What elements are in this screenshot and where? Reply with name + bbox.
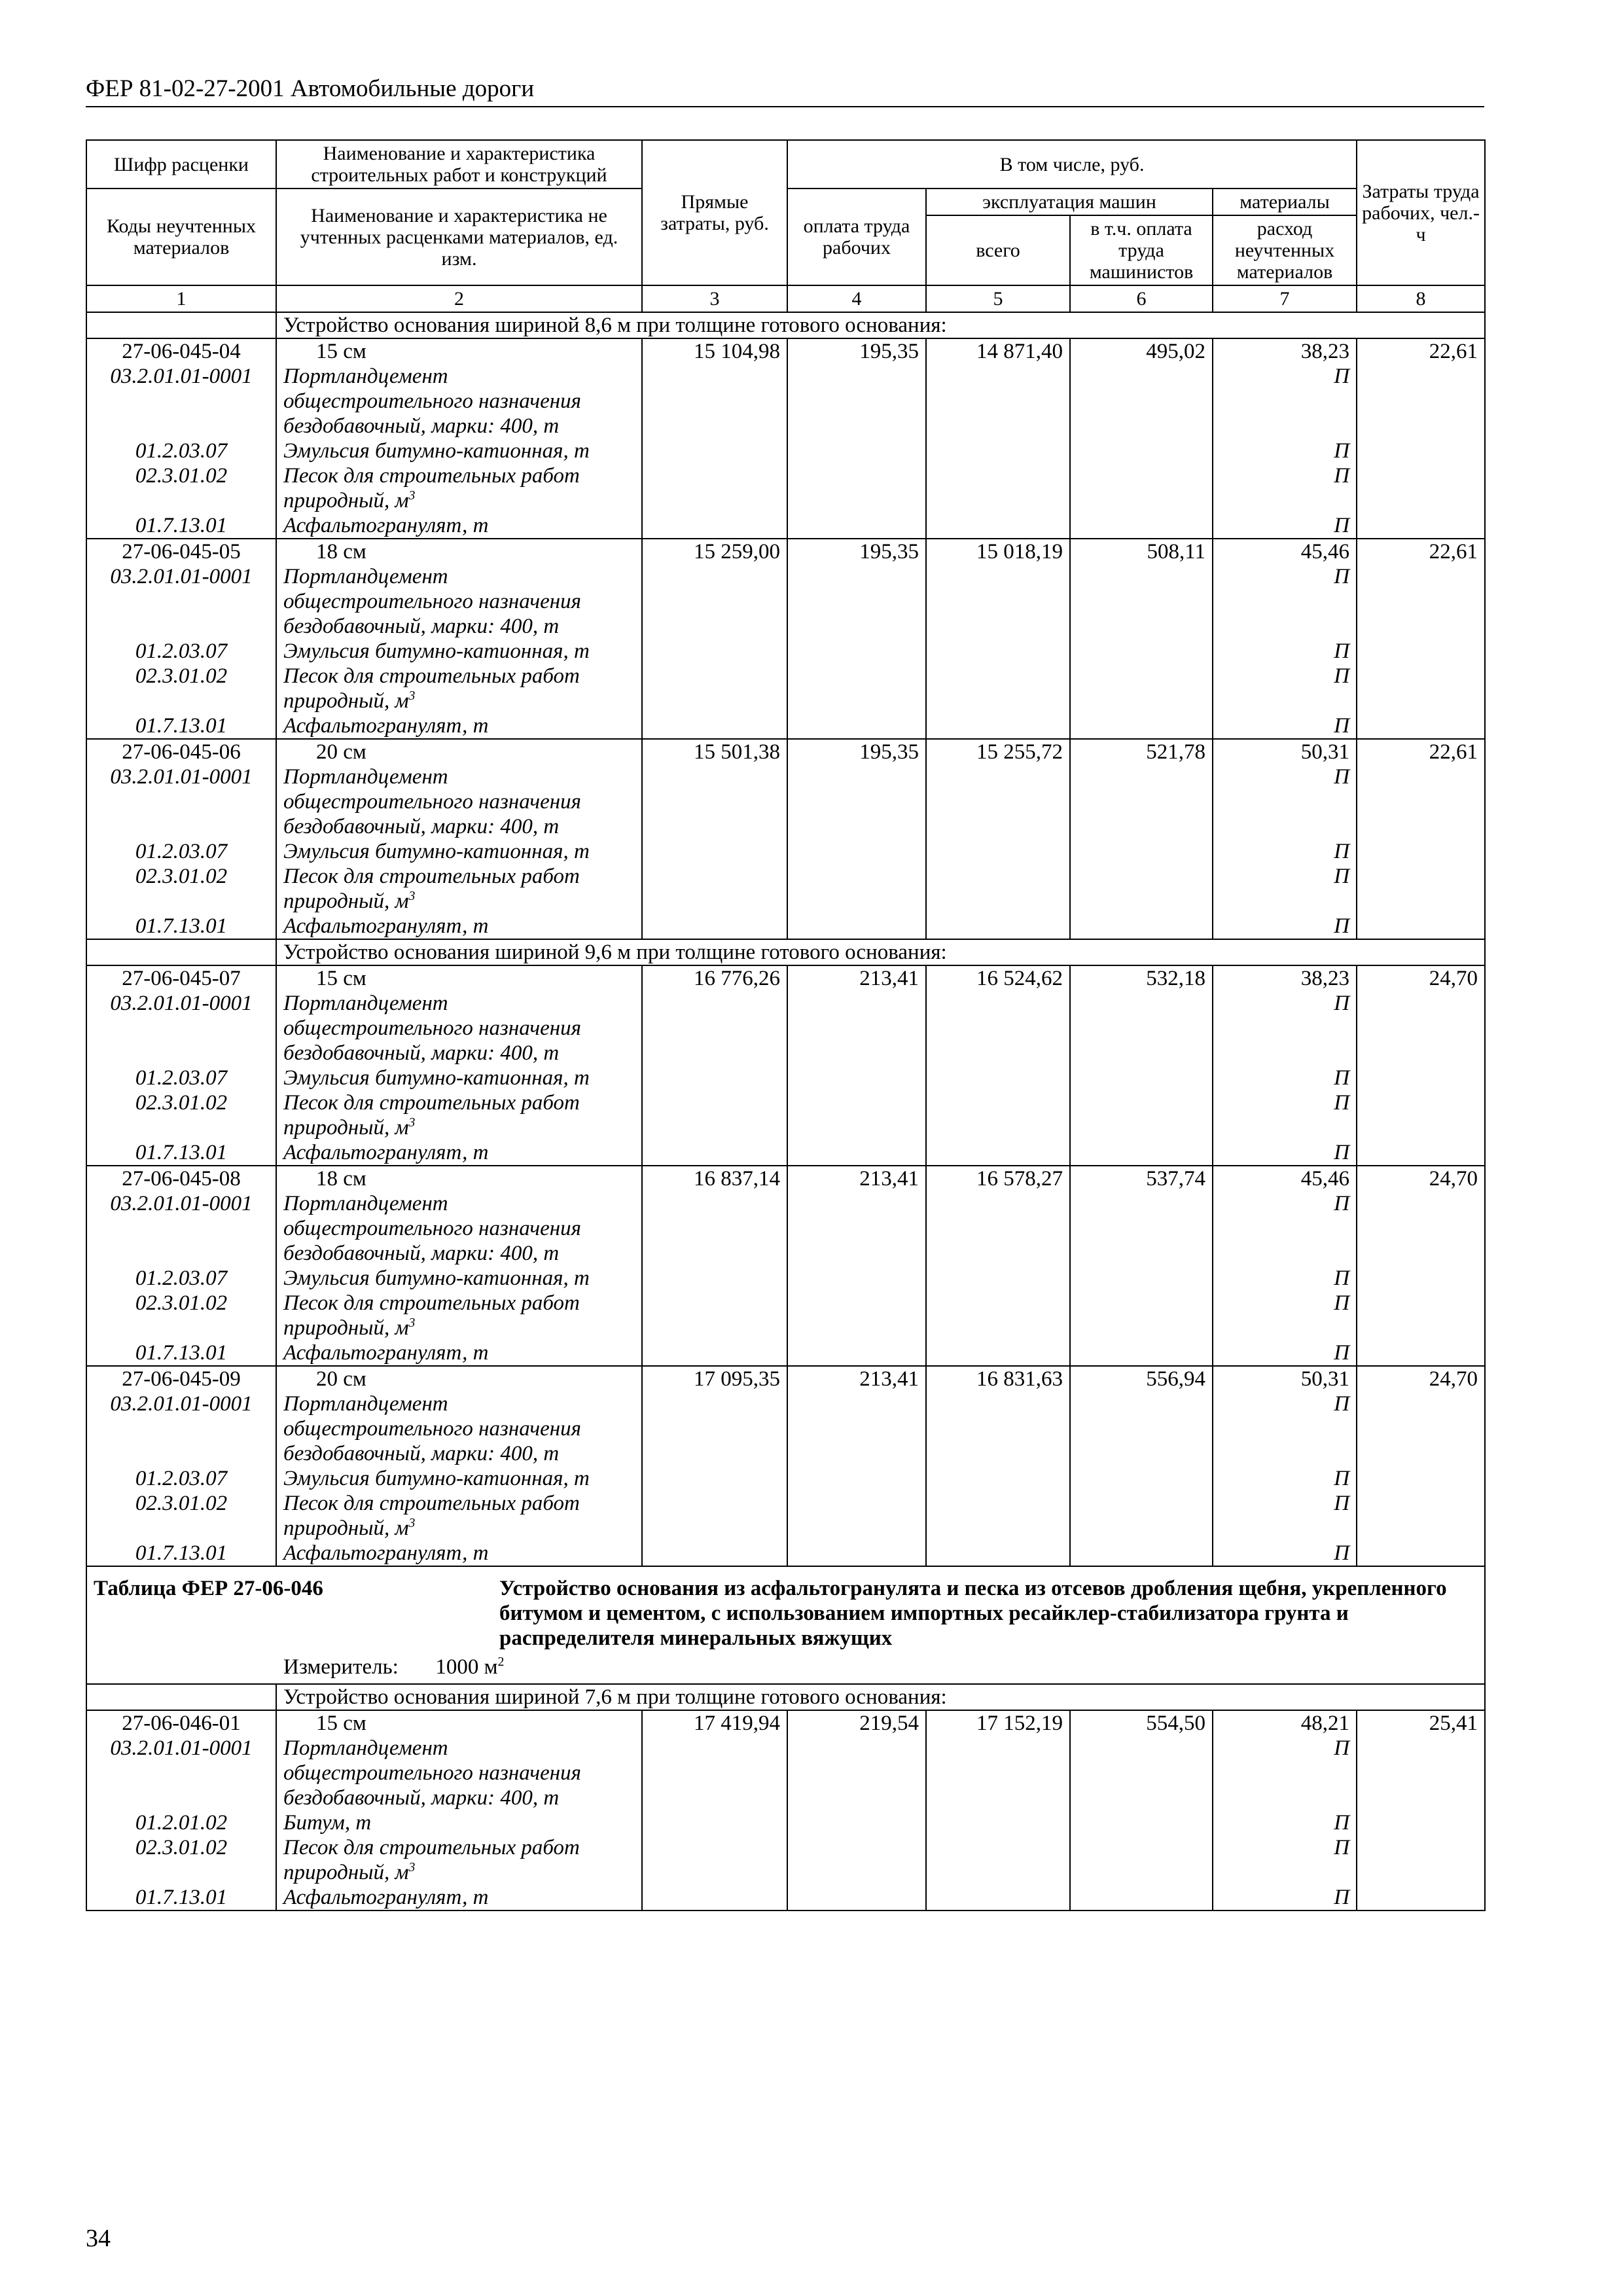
material-name: Эмульсия битумно-катионная, т	[276, 439, 642, 463]
material-name: Портландцемент общестроительного назначения бездобавочный, марки: 400, т	[276, 564, 642, 639]
material-unaccounted-mark: П	[1213, 1885, 1357, 1910]
material-row	[86, 1491, 1485, 1541]
material-row	[86, 463, 1485, 513]
col-head-code: Шифр расценки	[86, 140, 276, 188]
position-name: 18 см	[276, 539, 642, 564]
material-code: 01.7.13.01	[86, 1541, 276, 1566]
material-unaccounted-mark: П	[1213, 364, 1357, 439]
measure-label: Измеритель:	[283, 1655, 399, 1679]
material-row	[86, 713, 1485, 739]
position-row	[86, 338, 1485, 364]
material-code: 03.2.01.01-0001	[86, 764, 276, 839]
col-num: 2	[276, 285, 642, 312]
material-code: 02.3.01.02	[86, 463, 276, 513]
material-row	[86, 664, 1485, 713]
material-unaccounted-mark: П	[1213, 764, 1357, 839]
machine-labor-cost: 495,02	[1070, 338, 1213, 364]
direct-cost: 17 419,94	[642, 1710, 787, 1736]
machine-cost: 16 578,27	[926, 1166, 1070, 1191]
page-number: 34	[86, 2225, 111, 2252]
material-row	[86, 1541, 1485, 1566]
machine-cost: 15 018,19	[926, 539, 1070, 564]
machine-cost: 14 871,40	[926, 338, 1070, 364]
direct-cost: 16 776,26	[642, 965, 787, 991]
material-code: 01.2.03.07	[86, 1266, 276, 1291]
position-row	[86, 1166, 1485, 1191]
material-name: Эмульсия битумно-катионная, т	[276, 1066, 642, 1090]
col-head-incl: В том числе, руб.	[787, 140, 1357, 188]
materials-cost: 50,31	[1213, 739, 1357, 764]
material-row	[86, 1066, 1485, 1090]
material-row	[86, 1466, 1485, 1491]
material-unaccounted-mark: П	[1213, 1491, 1357, 1541]
col-num: 6	[1070, 285, 1213, 312]
position-code: 27-06-045-08	[86, 1166, 276, 1191]
material-row	[86, 513, 1485, 539]
material-code: 01.2.01.02	[86, 1810, 276, 1835]
direct-cost: 17 095,35	[642, 1366, 787, 1391]
material-unaccounted-mark: П	[1213, 1090, 1357, 1140]
col-head-mach-total: всего	[926, 215, 1070, 285]
material-unaccounted-mark: П	[1213, 864, 1357, 914]
material-code: 03.2.01.01-0001	[86, 1736, 276, 1810]
material-unaccounted-mark: П	[1213, 564, 1357, 639]
position-name: 20 см	[276, 1366, 642, 1391]
col-head-mat-usage: расход неучтенных материалов	[1213, 215, 1357, 285]
direct-cost: 16 837,14	[642, 1166, 787, 1191]
material-name: Асфальтогранулят, т	[276, 1541, 642, 1566]
material-row	[86, 1391, 1485, 1466]
material-name: Асфальтогранулят, т	[276, 1885, 642, 1910]
table-body	[86, 312, 1485, 1911]
position-code: 27-06-046-01	[86, 1710, 276, 1736]
col-head-matnames: Наименование и характеристика не учтенных расценками материалов, ед. изм.	[276, 188, 642, 285]
table-bottom-border	[86, 1910, 1485, 1911]
material-row	[86, 991, 1485, 1066]
material-name: Песок для строительных работ природный, $м^3$	[276, 1291, 642, 1340]
machine-labor-cost: 556,94	[1070, 1366, 1213, 1391]
col-head-labor: оплата труда рабочих	[787, 188, 926, 285]
position-row	[86, 1366, 1485, 1391]
material-unaccounted-mark: П	[1213, 1140, 1357, 1166]
material-row	[86, 364, 1485, 439]
machine-cost: 16 524,62	[926, 965, 1070, 991]
material-name: Портландцемент общестроительного назначения бездобавочный, марки: 400, т	[276, 364, 642, 439]
material-name: Асфальтогранулят, т	[276, 713, 642, 739]
materials-cost: 45,46	[1213, 1166, 1357, 1191]
material-code: 03.2.01.01-0001	[86, 364, 276, 439]
material-name: Битум, т	[276, 1810, 642, 1835]
material-name: Эмульсия битумно-катионная, т	[276, 1266, 642, 1291]
labor-cost: 219,54	[787, 1710, 926, 1736]
col-num: 8	[1357, 285, 1485, 312]
labor-hours: 22,61	[1357, 338, 1485, 364]
material-name: Портландцемент общестроительного назначения бездобавочный, марки: 400, т	[276, 764, 642, 839]
material-code: 01.7.13.01	[86, 513, 276, 539]
material-row	[86, 1266, 1485, 1291]
machine-labor-cost: 537,74	[1070, 1166, 1213, 1191]
position-name: 15 см	[276, 1710, 642, 1736]
material-unaccounted-mark: П	[1213, 1391, 1357, 1466]
machine-labor-cost: 554,50	[1070, 1710, 1213, 1736]
material-row	[86, 564, 1485, 639]
material-name: Песок для строительных работ природный, $м^3$	[276, 864, 642, 914]
col-head-direct: Прямые затраты, руб.	[642, 140, 787, 285]
labor-cost: 213,41	[787, 1366, 926, 1391]
machine-labor-cost: 508,11	[1070, 539, 1213, 564]
col-num: 4	[787, 285, 926, 312]
position-row	[86, 539, 1485, 564]
material-unaccounted-mark: П	[1213, 839, 1357, 864]
material-unaccounted-mark: П	[1213, 1191, 1357, 1266]
position-code: 27-06-045-07	[86, 965, 276, 991]
position-code: 27-06-045-04	[86, 338, 276, 364]
material-row	[86, 1885, 1485, 1910]
material-unaccounted-mark: П	[1213, 664, 1357, 713]
col-head-machines: эксплуатация машин	[926, 188, 1213, 215]
material-code: 01.7.13.01	[86, 914, 276, 939]
material-row	[86, 1736, 1485, 1810]
material-unaccounted-mark: П	[1213, 1835, 1357, 1885]
labor-cost: 195,35	[787, 338, 926, 364]
material-code: 01.2.03.07	[86, 639, 276, 664]
material-code: 02.3.01.02	[86, 1491, 276, 1541]
measure-value: 1000 м	[435, 1655, 498, 1679]
material-name: Портландцемент общестроительного назначения бездобавочный, марки: 400, т	[276, 1736, 642, 1810]
material-name: Портландцемент общестроительного назначения бездобавочный, марки: 400, т	[276, 991, 642, 1066]
material-code: 01.2.03.07	[86, 1066, 276, 1090]
fer-table	[86, 139, 1486, 1911]
section-title: Устройство основания шириной 9,6 м при толщине готового основания:	[276, 939, 1485, 965]
material-name: Асфальтогранулят, т	[276, 914, 642, 939]
table-header	[86, 140, 1485, 312]
material-code: 02.3.01.02	[86, 1090, 276, 1140]
material-code: 02.3.01.02	[86, 1835, 276, 1885]
direct-cost: 15 104,98	[642, 338, 787, 364]
col-num: 1	[86, 285, 276, 312]
material-name: Песок для строительных работ природный, $м^3$	[276, 664, 642, 713]
material-row	[86, 914, 1485, 939]
material-name: Песок для строительных работ природный, $м^3$	[276, 1090, 642, 1140]
col-num: 5	[926, 285, 1070, 312]
page-header: ФЕР 81-02-27-2001 Автомобильные дороги	[86, 73, 1484, 107]
material-code: 02.3.01.02	[86, 664, 276, 713]
material-code: 01.7.13.01	[86, 1140, 276, 1166]
material-name: Асфальтогранулят, т	[276, 1140, 642, 1166]
col-num: 7	[1213, 285, 1357, 312]
material-unaccounted-mark: П	[1213, 1736, 1357, 1810]
material-row	[86, 1090, 1485, 1140]
material-code: 01.7.13.01	[86, 1340, 276, 1366]
material-row	[86, 1835, 1485, 1885]
labor-hours: 25,41	[1357, 1710, 1485, 1736]
labor-cost: 213,41	[787, 965, 926, 991]
material-name: Эмульсия битумно-катионная, т	[276, 639, 642, 664]
material-name: Эмульсия битумно-катионная, т	[276, 1466, 642, 1491]
col-num: 3	[642, 285, 787, 312]
materials-cost: 50,31	[1213, 1366, 1357, 1391]
position-row	[86, 739, 1485, 764]
machine-labor-cost: 521,78	[1070, 739, 1213, 764]
material-code: 01.2.03.07	[86, 1466, 276, 1491]
labor-cost: 195,35	[787, 539, 926, 564]
section-row	[86, 939, 1485, 965]
machine-labor-cost: 532,18	[1070, 965, 1213, 991]
material-unaccounted-mark: П	[1213, 1291, 1357, 1340]
material-code: 02.3.01.02	[86, 864, 276, 914]
material-unaccounted-mark: П	[1213, 1466, 1357, 1491]
labor-hours: 24,70	[1357, 1166, 1485, 1191]
position-code: 27-06-045-06	[86, 739, 276, 764]
table-description: Устройство основания из асфальтогранулята и песка из отсевов дробления щебня, укрепленного битумом и цементом, с использованием импортных ресайклер-стабилизатора грунта и распределителя минеральных вяжущих	[499, 1577, 1447, 1650]
section-row	[86, 312, 1485, 338]
position-name: 15 см	[276, 965, 642, 991]
labor-hours: 22,61	[1357, 739, 1485, 764]
labor-hours: 24,70	[1357, 965, 1485, 991]
material-unaccounted-mark: П	[1213, 991, 1357, 1066]
material-code: 01.7.13.01	[86, 713, 276, 739]
col-head-materials: материалы	[1213, 188, 1357, 215]
material-row	[86, 864, 1485, 914]
measure: Измеритель: 1000 $м^2$	[283, 1655, 505, 1679]
material-row	[86, 1810, 1485, 1835]
material-unaccounted-mark: П	[1213, 1340, 1357, 1366]
materials-cost: 45,46	[1213, 539, 1357, 564]
material-row	[86, 1140, 1485, 1166]
material-name: Песок для строительных работ природный, $м^3$	[276, 1491, 642, 1541]
material-unaccounted-mark: П	[1213, 1066, 1357, 1090]
table-id: Таблица ФЕР 27-06-046	[94, 1577, 323, 1600]
material-code: 03.2.01.01-0001	[86, 991, 276, 1066]
material-row	[86, 639, 1485, 664]
col-head-name: Наименование и характеристика строительных работ и конструкций	[276, 140, 642, 188]
machine-cost: 16 831,63	[926, 1366, 1070, 1391]
material-unaccounted-mark: П	[1213, 914, 1357, 939]
material-name: Песок для строительных работ природный, $м^3$	[276, 463, 642, 513]
labor-cost: 195,35	[787, 739, 926, 764]
material-unaccounted-mark: П	[1213, 463, 1357, 513]
material-code: 01.2.03.07	[86, 839, 276, 864]
position-name: 20 см	[276, 739, 642, 764]
material-row	[86, 1340, 1485, 1366]
col-head-hours: Затраты труда рабочих, чел.-ч	[1357, 140, 1485, 285]
material-row	[86, 439, 1485, 463]
direct-cost: 15 501,38	[642, 739, 787, 764]
machine-cost: 15 255,72	[926, 739, 1070, 764]
section-row	[86, 1684, 1485, 1710]
material-unaccounted-mark: П	[1213, 439, 1357, 463]
labor-hours: 24,70	[1357, 1366, 1485, 1391]
position-row	[86, 1710, 1485, 1736]
material-name: Песок для строительных работ природный, $м^3$	[276, 1835, 642, 1885]
material-row	[86, 1291, 1485, 1340]
section-title: Устройство основания шириной 7,6 м при толщине готового основания:	[276, 1684, 1485, 1710]
position-name: 15 см	[276, 338, 642, 364]
material-row	[86, 764, 1485, 839]
direct-cost: 15 259,00	[642, 539, 787, 564]
material-unaccounted-mark: П	[1213, 1541, 1357, 1566]
material-unaccounted-mark: П	[1213, 639, 1357, 664]
material-row	[86, 839, 1485, 864]
machine-cost: 17 152,19	[926, 1710, 1070, 1736]
material-name: Асфальтогранулят, т	[276, 1340, 642, 1366]
material-code: 03.2.01.01-0001	[86, 1391, 276, 1466]
position-code: 27-06-045-05	[86, 539, 276, 564]
col-head-matcodes: Коды неучтенных материалов	[86, 188, 276, 285]
material-code: 02.3.01.02	[86, 1291, 276, 1340]
position-name: 18 см	[276, 1166, 642, 1191]
material-unaccounted-mark: П	[1213, 1810, 1357, 1835]
section-title: Устройство основания шириной 8,6 м при толщине готового основания:	[276, 312, 1485, 338]
materials-cost: 38,23	[1213, 338, 1357, 364]
material-name: Портландцемент общестроительного назначения бездобавочный, марки: 400, т	[276, 1191, 642, 1266]
materials-cost: 38,23	[1213, 965, 1357, 991]
table-title-block	[86, 1566, 1485, 1684]
material-row	[86, 1191, 1485, 1266]
material-unaccounted-mark: П	[1213, 713, 1357, 739]
material-code: 01.7.13.01	[86, 1885, 276, 1910]
position-code: 27-06-045-09	[86, 1366, 276, 1391]
material-name: Асфальтогранулят, т	[276, 513, 642, 539]
materials-cost: 48,21	[1213, 1710, 1357, 1736]
material-code: 01.2.03.07	[86, 439, 276, 463]
material-name: Портландцемент общестроительного назначения бездобавочный, марки: 400, т	[276, 1391, 642, 1466]
material-code: 03.2.01.01-0001	[86, 564, 276, 639]
column-numbers	[86, 285, 1485, 312]
material-name: Эмульсия битумно-катионная, т	[276, 839, 642, 864]
labor-cost: 213,41	[787, 1166, 926, 1191]
material-code: 03.2.01.01-0001	[86, 1191, 276, 1266]
position-row	[86, 965, 1485, 991]
col-head-mach-labor: в т.ч. оплата труда машинистов	[1070, 215, 1213, 285]
labor-hours: 22,61	[1357, 539, 1485, 564]
material-unaccounted-mark: П	[1213, 1266, 1357, 1291]
material-unaccounted-mark: П	[1213, 513, 1357, 539]
